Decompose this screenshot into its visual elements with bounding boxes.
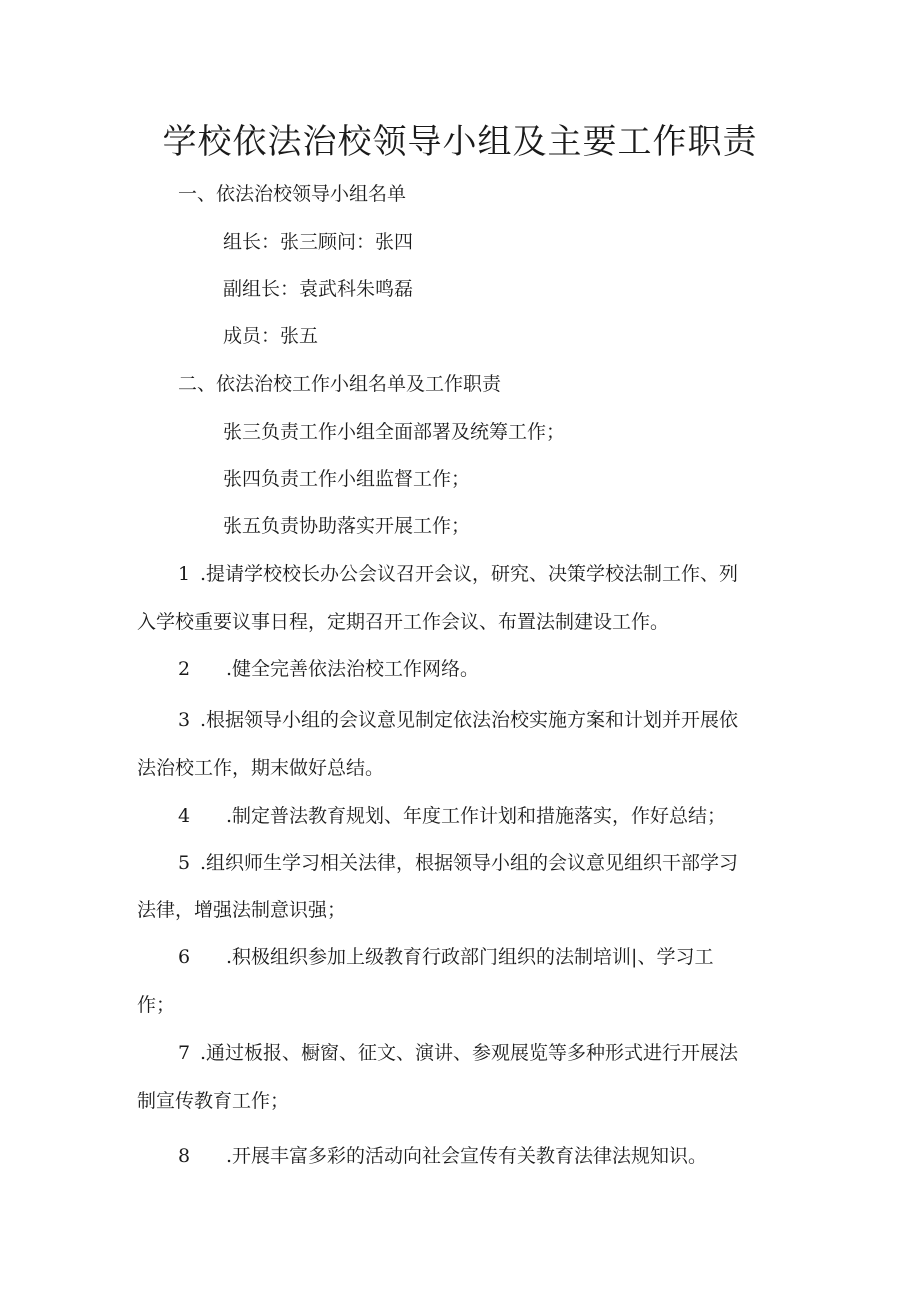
item-number: 1 <box>178 563 191 585</box>
item-continuation: 入学校重要议事日程，定期召开工作会议、布置法制建设工作。 <box>137 611 670 633</box>
item-text: .制定普法教育规划、年度工作计划和措施落实，作好总结； <box>226 805 727 827</box>
item-continuation: 法治校工作，期末做好总结。 <box>137 757 385 779</box>
item-number: 3 <box>178 709 191 731</box>
list-item <box>178 707 738 733</box>
list-item <box>178 561 738 587</box>
section1-heading: 一、依法治校领导小组名单 <box>178 183 407 205</box>
item-number: 4 <box>178 805 191 827</box>
item-text: .根据领导小组的会议意见制定依法治校实施方案和计划并开展依 <box>200 709 739 731</box>
item-text: .开展丰富多彩的活动向社会宣传有关教育法律法规知识。 <box>226 1145 708 1167</box>
item-text: .健全完善依法治校工作网络。 <box>226 658 480 680</box>
document-title: 学校依法治校领导小组及主要工作职责 <box>162 122 758 162</box>
item-continuation: 法律，增强法制意识强； <box>137 899 347 921</box>
list-item <box>178 850 738 876</box>
list-item <box>178 656 479 682</box>
item-number: 8 <box>178 1145 191 1167</box>
item-text: .提请学校校长办公会议召开会议，研究、决策学校法制工作、列 <box>200 563 739 585</box>
duty-line: 张五负责协助落实开展工作； <box>223 515 471 537</box>
item-number: 6 <box>178 946 191 968</box>
item-continuation: 作； <box>137 994 176 1016</box>
list-item <box>178 1040 738 1066</box>
item-continuation: 制宣传教育工作； <box>137 1090 290 1112</box>
list-item <box>178 944 713 970</box>
item-text: .组织师生学习相关法律，根据领导小组的会议意见组织干部学习 <box>200 852 739 874</box>
item-number: 2 <box>178 658 191 680</box>
item-number: 7 <box>178 1042 191 1064</box>
list-item <box>178 1143 707 1169</box>
list-item <box>178 803 726 829</box>
duty-line: 张四负责工作小组监督工作； <box>223 468 471 490</box>
duty-line: 张三负责工作小组全面部署及统筹工作； <box>223 421 566 443</box>
leader-line: 组长：张三顾问：张四 <box>223 231 414 253</box>
section2-heading: 二、依法治校工作小组名单及工作职责 <box>178 373 502 395</box>
members-line: 成员：张五 <box>223 325 319 347</box>
item-text: .通过板报、橱窗、征文、演讲、参观展览等多种形式进行开展法 <box>200 1042 739 1064</box>
item-text: .积极组织参加上级教育行政部门组织的法制培训|、学习工 <box>226 946 714 968</box>
item-number: 5 <box>178 852 191 874</box>
deputy-line: 副组长：袁武科朱鸣磊 <box>223 278 414 300</box>
